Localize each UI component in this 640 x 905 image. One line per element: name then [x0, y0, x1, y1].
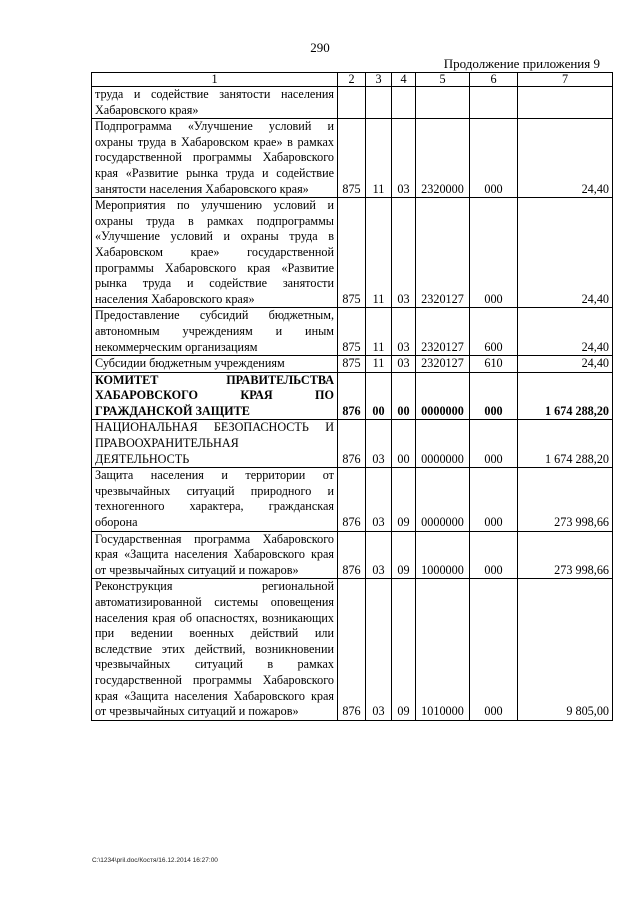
row-code-expense: 000 — [470, 198, 518, 308]
table-row — [92, 308, 613, 356]
row-code-expense — [470, 87, 518, 119]
row-name: труда и содействие занятости населения Хабаровского края» — [92, 87, 338, 119]
table-row — [92, 87, 613, 119]
footer-file-path: C:\1234\pril.doc/Костя/16.12.2014 16:27:00 — [92, 857, 218, 864]
column-header: 3 — [366, 73, 392, 87]
row-code-section: 11 — [366, 198, 392, 308]
row-code-target: 0000000 — [416, 468, 470, 531]
row-code-target: 2320127 — [416, 198, 470, 308]
table-row — [92, 531, 613, 579]
row-code-expense: 000 — [470, 119, 518, 198]
row-code-section: 11 — [366, 308, 392, 356]
row-code-section: 03 — [366, 420, 392, 468]
row-code-subsection: 00 — [392, 372, 416, 420]
row-code-section — [366, 87, 392, 119]
row-code-admin: 875 — [338, 308, 366, 356]
row-code-target: 0000000 — [416, 372, 470, 420]
row-sum — [518, 87, 613, 119]
row-code-expense: 000 — [470, 468, 518, 531]
table-row — [92, 372, 613, 420]
row-name: Предоставление субсидий бюджетным, автономным учреждениям и иным некоммерческим организациям — [92, 308, 338, 356]
row-code-admin: 876 — [338, 420, 366, 468]
row-name: Государственная программа Хабаровского края «Защита населения Хабаровского края от чрезвычайных ситуаций и пожаров» — [92, 531, 338, 579]
row-name: Субсидии бюджетным учреждениям — [92, 356, 338, 373]
table-body — [92, 87, 613, 721]
row-code-subsection: 03 — [392, 308, 416, 356]
row-code-subsection — [392, 87, 416, 119]
row-code-expense: 610 — [470, 356, 518, 373]
row-name: Мероприятия по улучшению условий и охраны труда в рамках подпрограммы «Улучшение условий и охраны труда в Хабаровском крае» государственной программы Хабаровского края «Развитие рынка труда и содействие занятости населения Хабаровского края» — [92, 198, 338, 308]
row-code-expense: 000 — [470, 372, 518, 420]
row-code-admin: 875 — [338, 119, 366, 198]
row-code-target: 2320000 — [416, 119, 470, 198]
table-row — [92, 198, 613, 308]
continuation-label: Продолжение приложения 9 — [443, 56, 600, 71]
row-sum: 24,40 — [518, 356, 613, 373]
row-code-subsection: 03 — [392, 119, 416, 198]
table-row — [92, 356, 613, 373]
row-code-admin: 876 — [338, 468, 366, 531]
row-sum: 9 805,00 — [518, 579, 613, 720]
column-header: 4 — [392, 73, 416, 87]
row-code-subsection: 03 — [392, 356, 416, 373]
row-code-admin: 876 — [338, 531, 366, 579]
row-code-target: 2320127 — [416, 356, 470, 373]
row-sum: 273 998,66 — [518, 468, 613, 531]
page-number: 290 — [310, 40, 330, 55]
row-code-target: 1000000 — [416, 531, 470, 579]
row-code-section: 00 — [366, 372, 392, 420]
row-sum: 273 998,66 — [518, 531, 613, 579]
row-code-section: 11 — [366, 356, 392, 373]
table-row — [92, 420, 613, 468]
row-code-target: 2320127 — [416, 308, 470, 356]
row-sum: 24,40 — [518, 198, 613, 308]
column-header: 1 — [92, 73, 338, 87]
row-code-section: 03 — [366, 579, 392, 720]
table-row — [92, 119, 613, 198]
row-name: КОМИТЕТ ПРАВИТЕЛЬСТВА ХАБАРОВСКОГО КРАЯ ПО ГРАЖДАНСКОЙ ЗАЩИТЕ — [92, 372, 338, 420]
column-header: 7 — [518, 73, 613, 87]
row-code-expense: 600 — [470, 308, 518, 356]
row-code-expense: 000 — [470, 420, 518, 468]
column-header: 2 — [338, 73, 366, 87]
row-code-section: 03 — [366, 468, 392, 531]
row-code-section: 03 — [366, 531, 392, 579]
row-code-subsection: 09 — [392, 531, 416, 579]
row-sum: 1 674 288,20 — [518, 372, 613, 420]
row-code-target: 0000000 — [416, 420, 470, 468]
row-name: НАЦИОНАЛЬНАЯ БЕЗОПАСНОСТЬ И ПРАВООХРАНИТЕЛЬНАЯ ДЕЯТЕЛЬНОСТЬ — [92, 420, 338, 468]
column-header: 6 — [470, 73, 518, 87]
row-code-target: 1010000 — [416, 579, 470, 720]
row-code-subsection: 09 — [392, 579, 416, 720]
row-code-subsection: 03 — [392, 198, 416, 308]
budget-table — [91, 72, 613, 721]
row-code-expense: 000 — [470, 579, 518, 720]
row-code-subsection: 09 — [392, 468, 416, 531]
row-sum: 24,40 — [518, 308, 613, 356]
row-code-admin: 876 — [338, 579, 366, 720]
row-code-target — [416, 87, 470, 119]
row-sum: 1 674 288,20 — [518, 420, 613, 468]
row-name: Защита населения и территории от чрезвычайных ситуаций природного и техногенного характера, гражданская оборона — [92, 468, 338, 531]
row-name: Реконструкция региональной автоматизированной системы оповещения населения края об опасностях, возникающих при ведении военных действий или вследствие этих действий, возникновении чрезвычайных ситуаций в рамках государственной программы Хабаровского края «Защита населения Хабаровского края от чрезвычайных ситуаций и пожаров» — [92, 579, 338, 720]
row-name: Подпрограмма «Улучшение условий и охраны труда в Хабаровском крае» в рамках государственной программы Хабаровского края «Развитие рынка труда и содействие занятости населения Хабаровского края» — [92, 119, 338, 198]
table-row — [92, 468, 613, 531]
column-header: 5 — [416, 73, 470, 87]
row-code-admin: 875 — [338, 356, 366, 373]
row-sum: 24,40 — [518, 119, 613, 198]
row-code-admin — [338, 87, 366, 119]
row-code-section: 11 — [366, 119, 392, 198]
row-code-admin: 875 — [338, 198, 366, 308]
row-code-subsection: 00 — [392, 420, 416, 468]
row-code-expense: 000 — [470, 531, 518, 579]
header-row — [92, 73, 613, 87]
row-code-admin: 876 — [338, 372, 366, 420]
table-row — [92, 579, 613, 720]
